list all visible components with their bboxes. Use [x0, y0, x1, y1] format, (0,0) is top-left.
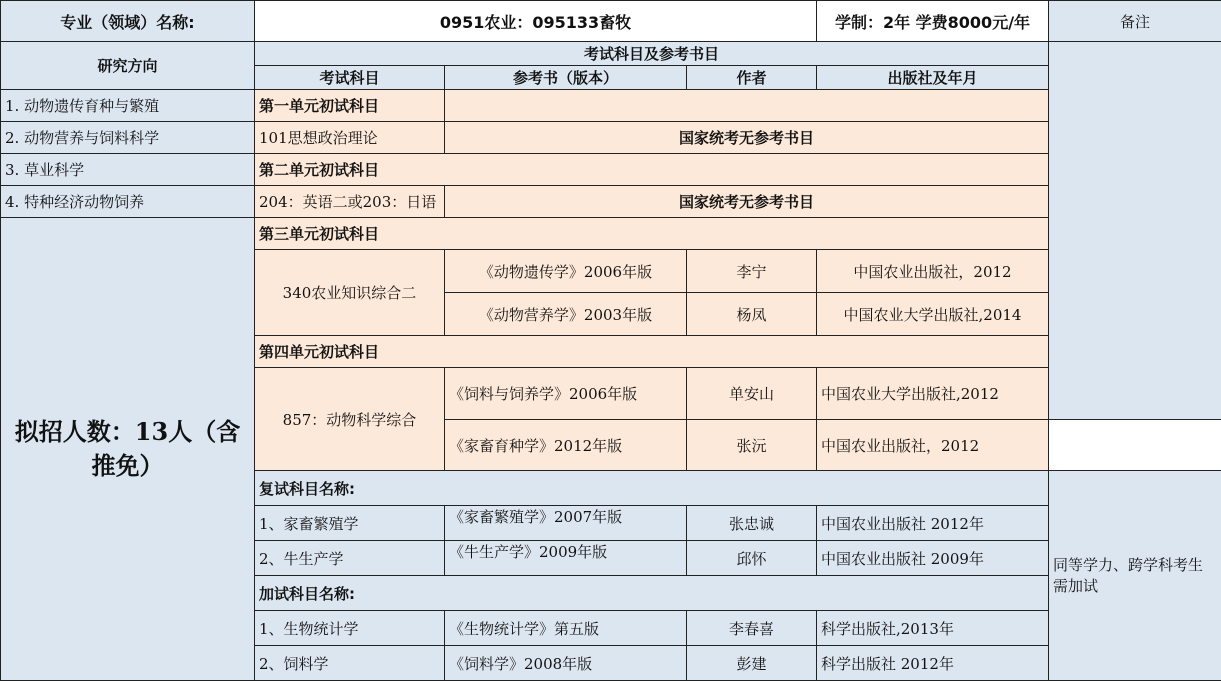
unit4-subject: 857：动物科学综合 — [255, 368, 445, 471]
duration-fee: 学制：2年 学费8000元/年 — [817, 1, 1049, 42]
book-author: 张忠诚 — [687, 506, 817, 541]
book-author: 彭建 — [687, 646, 817, 681]
reference-book: 《动物营养学》2003年版 — [445, 293, 687, 336]
additional-subject: 2、饲料学 — [255, 646, 445, 681]
direction-item: 4. 特种经济动物饲养 — [1, 186, 255, 218]
unit1-note: 国家统考无参考书目 — [445, 122, 1049, 154]
additional-title: 加试科目名称: — [255, 576, 1049, 611]
unit3-subject: 340农业知识综合二 — [255, 250, 445, 336]
remarks-header: 备注 — [1049, 1, 1221, 42]
reference-book: 《饲料与饲养学》2006年版 — [445, 368, 687, 420]
reference-book-header: 参考书（版本） — [445, 66, 687, 90]
reference-book: 《家畜育种学》2012年版 — [445, 420, 687, 471]
reference-book: 《牛生产学》2009年版 — [445, 541, 687, 576]
book-author: 单安山 — [687, 368, 817, 420]
reference-book: 《饲料学》2008年版 — [445, 646, 687, 681]
reference-book: 《动物遗传学》2006年版 — [445, 250, 687, 293]
book-publisher: 中国农业出版社，2012 — [817, 420, 1049, 471]
book-publisher: 中国农业出版社 2009年 — [817, 541, 1049, 576]
unit2-subject: 204：英语二或203：日语 — [255, 186, 445, 218]
additional-subject: 1、生物统计学 — [255, 611, 445, 646]
direction-item: 2. 动物营养与饲料科学 — [1, 122, 255, 154]
book-publisher: 科学出版社 2012年 — [817, 646, 1049, 681]
book-publisher: 中国农业出版社 2012年 — [817, 506, 1049, 541]
unit3-title: 第三单元初试科目 — [255, 218, 1049, 250]
retest-subject: 1、家畜繁殖学 — [255, 506, 445, 541]
book-author: 杨凤 — [687, 293, 817, 336]
remarks-cell-empty — [1049, 42, 1221, 420]
retest-title: 复试科目名称: — [255, 471, 1049, 506]
book-publisher: 中国农业大学出版社,2012 — [817, 368, 1049, 420]
book-author: 张沅 — [687, 420, 817, 471]
book-publisher: 中国农业出版社，2012 — [817, 250, 1049, 293]
author-header: 作者 — [687, 66, 817, 90]
book-author: 李宁 — [687, 250, 817, 293]
book-publisher: 中国农业大学出版社,2014 — [817, 293, 1049, 336]
publisher-header: 出版社及年月 — [817, 66, 1049, 90]
additional-remark: 同等学力、跨学科考生需加试 — [1049, 471, 1221, 681]
unit1-empty — [445, 90, 1049, 122]
retest-subject: 2、牛生产学 — [255, 541, 445, 576]
direction-item: 3. 草业科学 — [1, 154, 255, 186]
reference-book: 《家畜繁殖学》2007年版 — [445, 506, 687, 541]
major-value: 0951农业：095133畜牧 — [255, 1, 817, 42]
reference-book: 《生物统计学》第五版 — [445, 611, 687, 646]
exam-books-header: 考试科目及参考书目 — [255, 42, 1049, 66]
book-author: 邱怀 — [687, 541, 817, 576]
unit4-title: 第四单元初试科目 — [255, 336, 1049, 368]
exam-subject-header: 考试科目 — [255, 66, 445, 90]
book-publisher: 科学出版社,2013年 — [817, 611, 1049, 646]
unit1-title: 第一单元初试科目 — [255, 90, 445, 122]
unit2-title: 第二单元初试科目 — [255, 154, 1049, 186]
unit1-subject: 101思想政治理论 — [255, 122, 445, 154]
major-label: 专业（领域）名称: — [1, 1, 255, 42]
direction-item: 1. 动物遗传育种与繁殖 — [1, 90, 255, 122]
unit2-note: 国家统考无参考书目 — [445, 186, 1049, 218]
book-author: 李春喜 — [687, 611, 817, 646]
research-direction-header: 研究方向 — [1, 42, 255, 90]
enrollment-count: 拟招人数：13人（含推免） — [1, 218, 255, 681]
